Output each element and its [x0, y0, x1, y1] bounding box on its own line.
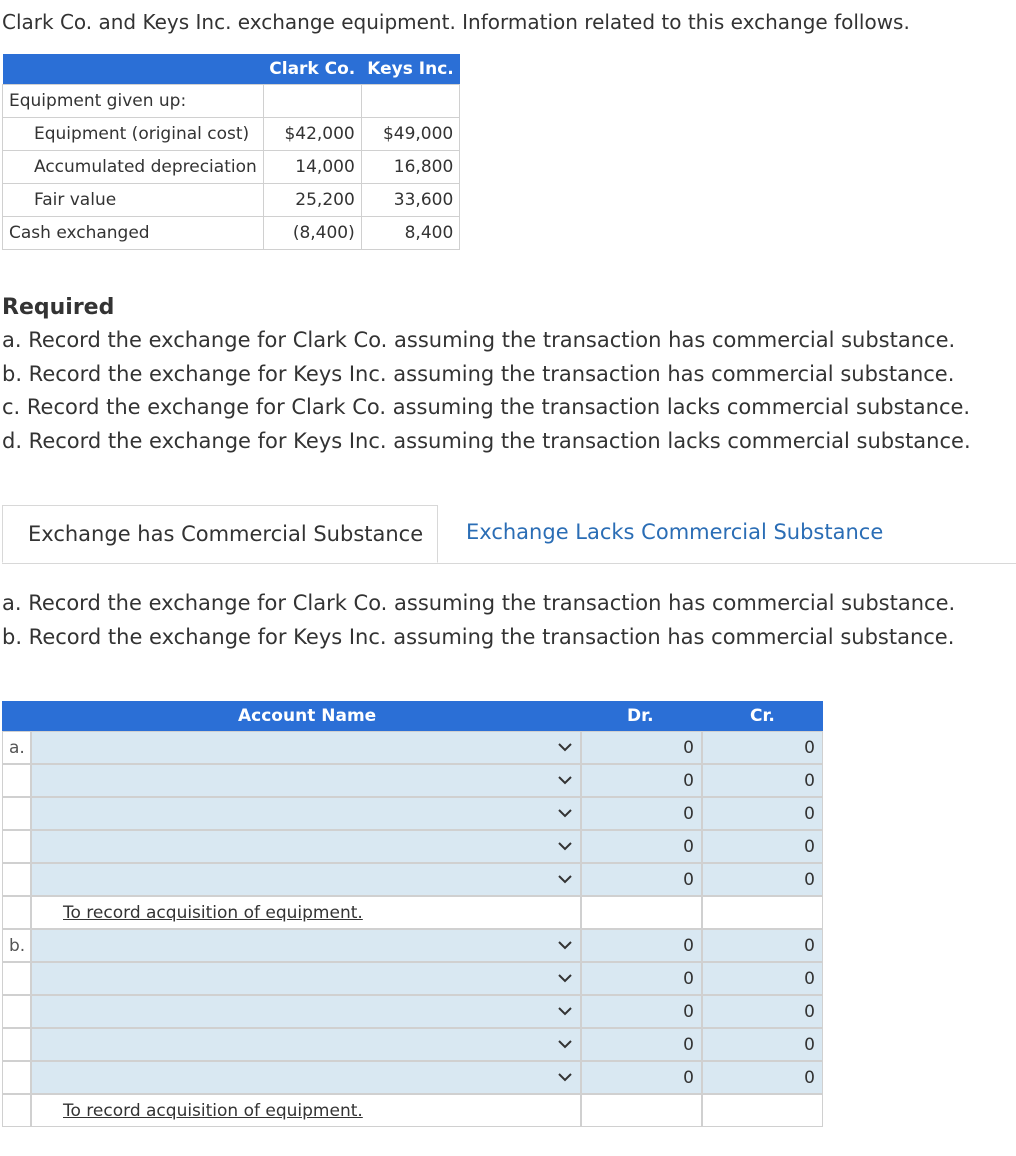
info-row: [3, 85, 460, 118]
memo-debit-blank: [581, 896, 702, 929]
tab-commercial-substance[interactable]: Exchange has Commercial Substance: [2, 505, 438, 563]
info-clark-value: 25,200: [263, 184, 361, 217]
info-row-label: Cash exchanged: [3, 217, 264, 250]
credit-input[interactable]: 0: [702, 764, 823, 797]
info-row-label: Equipment (original cost): [3, 118, 264, 151]
account-name-header: Account Name: [238, 706, 377, 726]
info-row: [3, 184, 460, 217]
journal-row: [2, 764, 823, 797]
entry-label: [2, 1061, 31, 1094]
account-select[interactable]: [31, 830, 581, 863]
entry-label: [2, 830, 31, 863]
credit-input[interactable]: 0: [702, 1028, 823, 1061]
entry-label: [2, 995, 31, 1028]
debit-input[interactable]: 0: [581, 995, 702, 1028]
info-keys-value: 8,400: [361, 217, 460, 250]
account-select[interactable]: [31, 863, 581, 896]
info-clark-value: [263, 85, 361, 118]
journal-row: [2, 962, 823, 995]
memo-debit-blank: [581, 1094, 702, 1127]
credit-input[interactable]: 0: [702, 929, 823, 962]
memo-cell: [31, 896, 581, 929]
info-header-clark: Clark Co.: [263, 54, 361, 85]
chevron-down-icon: [557, 939, 573, 951]
debit-input[interactable]: 0: [581, 830, 702, 863]
debit-input[interactable]: 0: [581, 731, 702, 764]
credit-input[interactable]: 0: [702, 830, 823, 863]
chevron-down-icon: [557, 741, 573, 753]
debit-input[interactable]: 0: [581, 764, 702, 797]
entry-label: [2, 764, 31, 797]
info-keys-value: 33,600: [361, 184, 460, 217]
instruction-b: b. Record the exchange for Keys Inc. assuming the transaction has commercial substance.: [2, 625, 955, 649]
required-item-b: b. Record the exchange for Keys Inc. assuming the transaction has commercial substance.: [2, 362, 955, 386]
info-clark-value: (8,400): [263, 217, 361, 250]
account-select[interactable]: [31, 731, 581, 764]
account-select[interactable]: [31, 764, 581, 797]
entry-label-blank: [2, 896, 31, 929]
debit-input[interactable]: 0: [581, 863, 702, 896]
memo-cell: [31, 1094, 581, 1127]
account-select[interactable]: [31, 995, 581, 1028]
info-row: [3, 118, 460, 151]
account-select[interactable]: [31, 1061, 581, 1094]
account-select[interactable]: [31, 929, 581, 962]
journal-row: [2, 929, 823, 962]
entry-label: [2, 962, 31, 995]
info-header-blank: [3, 54, 264, 85]
chevron-down-icon: [557, 873, 573, 885]
entry-label: [2, 797, 31, 830]
required-item-c: c. Record the exchange for Clark Co. assuming the transaction lacks commercial substance.: [2, 395, 971, 419]
chevron-down-icon: [557, 774, 573, 786]
instruction-a: a. Record the exchange for Clark Co. assuming the transaction has commercial substance.: [2, 591, 956, 615]
info-row-label: Equipment given up:: [3, 85, 264, 118]
debit-header: Dr.: [627, 706, 654, 726]
debit-input[interactable]: 0: [581, 929, 702, 962]
journal-row: [2, 1061, 823, 1094]
credit-input[interactable]: 0: [702, 797, 823, 830]
journal-row: [2, 830, 823, 863]
debit-input[interactable]: 0: [581, 797, 702, 830]
memo-text: To record acquisition of equipment.: [63, 903, 363, 923]
info-keys-value: 16,800: [361, 151, 460, 184]
chevron-down-icon: [557, 1005, 573, 1017]
debit-input[interactable]: 0: [581, 962, 702, 995]
info-header-keys: Keys Inc.: [361, 54, 460, 85]
entry-label: a.: [2, 731, 31, 764]
account-select[interactable]: [31, 962, 581, 995]
info-row-label: Accumulated depreciation: [3, 151, 264, 184]
info-keys-value: $49,000: [361, 118, 460, 151]
chevron-down-icon: [557, 1071, 573, 1083]
chevron-down-icon: [557, 972, 573, 984]
journal-row: [2, 731, 823, 764]
required-heading: Required: [2, 295, 115, 320]
journal-row: [2, 1028, 823, 1061]
journal-header: [2, 701, 823, 731]
journal-row: [2, 863, 823, 896]
credit-input[interactable]: 0: [702, 995, 823, 1028]
entry-label: [2, 863, 31, 896]
required-item-d: d. Record the exchange for Keys Inc. assuming the transaction lacks commercial substance.: [2, 429, 971, 453]
credit-header: Cr.: [750, 706, 775, 726]
entry-label: [2, 1028, 31, 1061]
info-row: [3, 151, 460, 184]
memo-credit-blank: [702, 1094, 823, 1127]
debit-input[interactable]: 0: [581, 1028, 702, 1061]
info-row: [3, 217, 460, 250]
credit-input[interactable]: 0: [702, 731, 823, 764]
credit-input[interactable]: 0: [702, 1061, 823, 1094]
journal-row: [2, 797, 823, 830]
debit-input[interactable]: 0: [581, 1061, 702, 1094]
required-item-a: a. Record the exchange for Clark Co. assuming the transaction has commercial substance.: [2, 328, 956, 352]
credit-input[interactable]: 0: [702, 962, 823, 995]
chevron-down-icon: [557, 807, 573, 819]
journal-memo-row: [2, 1094, 823, 1127]
chevron-down-icon: [557, 840, 573, 852]
entry-label-blank: [2, 1094, 31, 1127]
memo-text: To record acquisition of equipment.: [63, 1101, 363, 1121]
entry-label: b.: [2, 929, 31, 962]
tab-bar-divider: [2, 563, 1016, 564]
info-clark-value: 14,000: [263, 151, 361, 184]
journal-row: [2, 995, 823, 1028]
info-keys-value: [361, 85, 460, 118]
chevron-down-icon: [557, 1038, 573, 1050]
info-row-label: Fair value: [3, 184, 264, 217]
memo-credit-blank: [702, 896, 823, 929]
exchange-info-table: [2, 54, 460, 250]
account-select[interactable]: [31, 1028, 581, 1061]
tab-lacks-commercial-substance[interactable]: Exchange Lacks Commercial Substance: [466, 520, 884, 544]
journal-memo-row: [2, 896, 823, 929]
intro-text: Clark Co. and Keys Inc. exchange equipment. Information related to this exchange follows.: [2, 10, 910, 34]
credit-input[interactable]: 0: [702, 863, 823, 896]
account-select[interactable]: [31, 797, 581, 830]
info-clark-value: $42,000: [263, 118, 361, 151]
